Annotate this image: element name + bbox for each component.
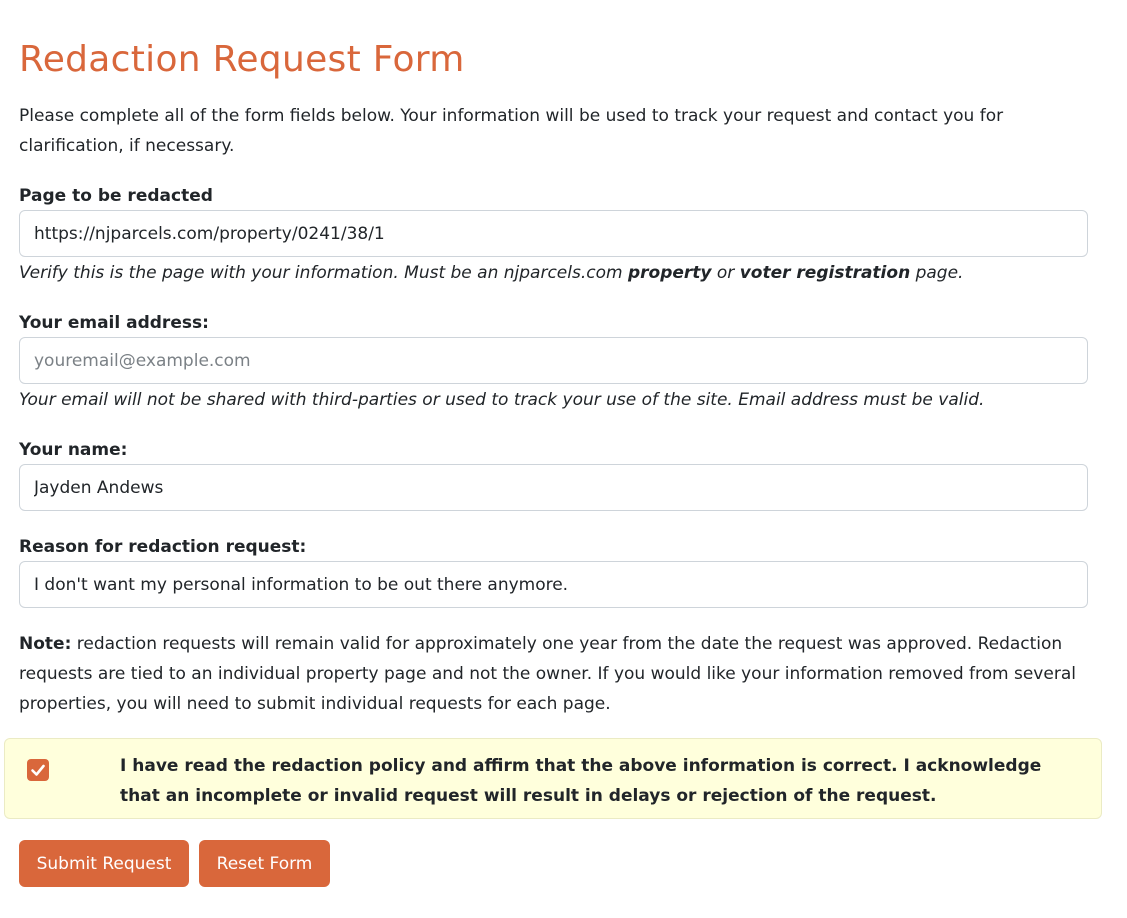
name-label: Your name: [19, 440, 128, 460]
affirm-text: I have read the redaction policy and affirm that the above information is correct. I acknowledge that an incomplete or invalid request will result in delays or rejection of the request. [120, 756, 1042, 806]
email-input[interactable] [19, 337, 1088, 384]
email-label: Your email address: [19, 313, 209, 333]
page-url-label: Page to be redacted [19, 186, 213, 206]
reason-input[interactable] [19, 561, 1088, 608]
checkmark-icon [27, 759, 49, 781]
page-url-input[interactable] [19, 210, 1088, 257]
page-url-help-suffix: page. [910, 263, 964, 283]
note-body: redaction requests will remain valid for approximately one year from the date the request was approved. Redaction requests are tied to an individual property page and not the owner. If you would like your information removed from several properties, you will need to submit individual requests for each page. [19, 634, 1076, 714]
email-help: Your email will not be shared with third-parties or used to track your use of the site. Email address must be valid. [19, 390, 985, 410]
intro-text: Please complete all of the form fields below. Your information will be used to track your request and contact you for clarification, if necessary. [19, 106, 1004, 156]
note-text [19, 629, 1094, 719]
note-label: Note: [19, 634, 72, 654]
reason-label: Reason for redaction request: [19, 537, 307, 557]
page-url-help-prefix: Verify this is the page with your information. Must be an njparcels.com [19, 263, 628, 283]
page-url-help [19, 260, 963, 286]
page-url-help-or: or [711, 263, 740, 283]
affirmation-box [4, 738, 1102, 819]
page-url-help-voter: voter registration [739, 263, 911, 283]
affirm-checkbox[interactable] [27, 759, 49, 781]
reset-form-button[interactable]: Reset Form [199, 840, 330, 887]
page-title: Redaction Request Form [19, 39, 465, 80]
name-input[interactable] [19, 464, 1088, 511]
submit-request-button[interactable]: Submit Request [19, 840, 189, 887]
page-url-help-property: property [627, 263, 712, 283]
